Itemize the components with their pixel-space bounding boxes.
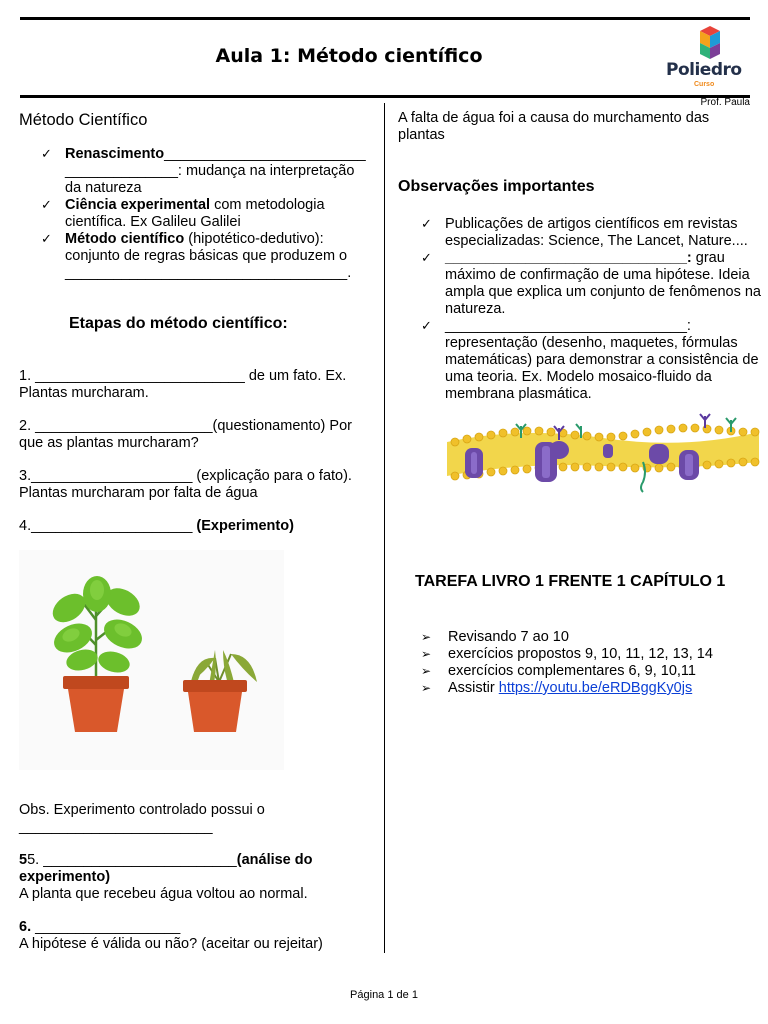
arrow-bullet-icon: ➢ xyxy=(421,647,432,661)
step-3: 3.____________________ (explicação para o fato). Plantas murcharam por falta de água xyxy=(19,468,352,501)
header-bottom-rule xyxy=(20,95,750,98)
list-item: ✓ Renascimento_________________________ ______________: mudança na interpretação da natureza xyxy=(41,146,366,196)
intro-checklist xyxy=(41,146,371,282)
check-icon: ✓ xyxy=(41,198,52,213)
list-item: ✓ Ciência experimental com metodologia científica. Ex Galileu Galilei xyxy=(41,197,325,230)
observation-note: Obs. Experimento controlado possui o ________________________ xyxy=(19,802,265,835)
observations-checklist xyxy=(421,216,761,403)
section-title: Método Científico xyxy=(19,111,148,129)
check-icon: ✓ xyxy=(421,251,432,266)
list-item: ✓ ______________________________: grau máximo de confirmação de uma hipótese. Ideia ampla que explica um conjunto de fenômenos na natureza. xyxy=(421,250,761,317)
plants-illustration xyxy=(19,550,284,770)
page-title: Aula 1: Método científico xyxy=(215,45,483,67)
step-4: 4.____________________ (Experimento) xyxy=(19,518,294,534)
arrow-bullet-icon: ➢ xyxy=(421,630,432,644)
steps-title: Etapas do método científico: xyxy=(69,315,288,332)
check-icon: ✓ xyxy=(421,319,432,334)
header-top-rule xyxy=(20,17,750,20)
list-item: ➢ Revisando 7 ao 10 xyxy=(421,629,569,645)
task-list xyxy=(421,629,761,697)
step-1: 1. __________________________ de um fato. Ex. Plantas murcharam. xyxy=(19,368,347,401)
task-title: TAREFA LIVRO 1 FRENTE 1 CAPÍTULO 1 xyxy=(415,573,726,590)
list-item: ➢ exercícios complementares 6, 9, 10,11 xyxy=(421,663,696,679)
logo-wordmark: Poliedro xyxy=(666,60,742,80)
step-5: 55. ________________________(análise do experimento) A planta que recebeu água voltou ao normal. xyxy=(19,852,313,902)
cube-logo-icon xyxy=(664,24,754,64)
step-2: 2. ______________________(questionamento) Por que as plantas murcharam? xyxy=(19,418,352,451)
check-icon: ✓ xyxy=(421,217,432,232)
list-item: ➢ exercícios propostos 9, 10, 11, 12, 13, 14 xyxy=(421,646,713,662)
list-item: ✓ ______________________________: representação (desenho, maquetes, fórmulas matemáticas) para demonstrar a consistência de uma teoria. Ex. Modelo mosaico-fluido da membrana plasmática. xyxy=(421,318,759,402)
observations-title: Observações importantes xyxy=(398,178,595,195)
list-item: ✓ Método científico (hipotético-dedutivo): conjunto de regras básicas que produzem o ___________________________________. xyxy=(41,231,352,281)
step-6: 6. __________________ A hipótese é válida ou não? (aceitar ou rejeitar) xyxy=(19,919,323,952)
arrow-bullet-icon: ➢ xyxy=(421,664,432,678)
list-item: ✓ Publicações de artigos científicos em revistas especializadas: Science, The Lancet, Nature.... xyxy=(421,216,748,249)
video-link[interactable]: https://youtu.be/eRDBggKy0js xyxy=(498,680,693,696)
column-divider xyxy=(384,103,385,953)
teacher-name: Prof. Paula xyxy=(700,97,750,108)
poliedro-logo xyxy=(664,24,754,96)
list-item: ➢ Assistir https://youtu.be/eRDBggKy0js xyxy=(421,680,693,696)
check-icon: ✓ xyxy=(41,147,52,162)
logo-subtitle: Curso xyxy=(694,81,715,88)
arrow-bullet-icon: ➢ xyxy=(421,681,432,695)
cell-membrane-illustration xyxy=(443,412,763,512)
check-icon: ✓ xyxy=(41,232,52,247)
conclusion-text: A falta de água foi a causa do murchamento das plantas xyxy=(398,110,710,143)
page-footer: Página 1 de 1 xyxy=(350,989,418,1001)
